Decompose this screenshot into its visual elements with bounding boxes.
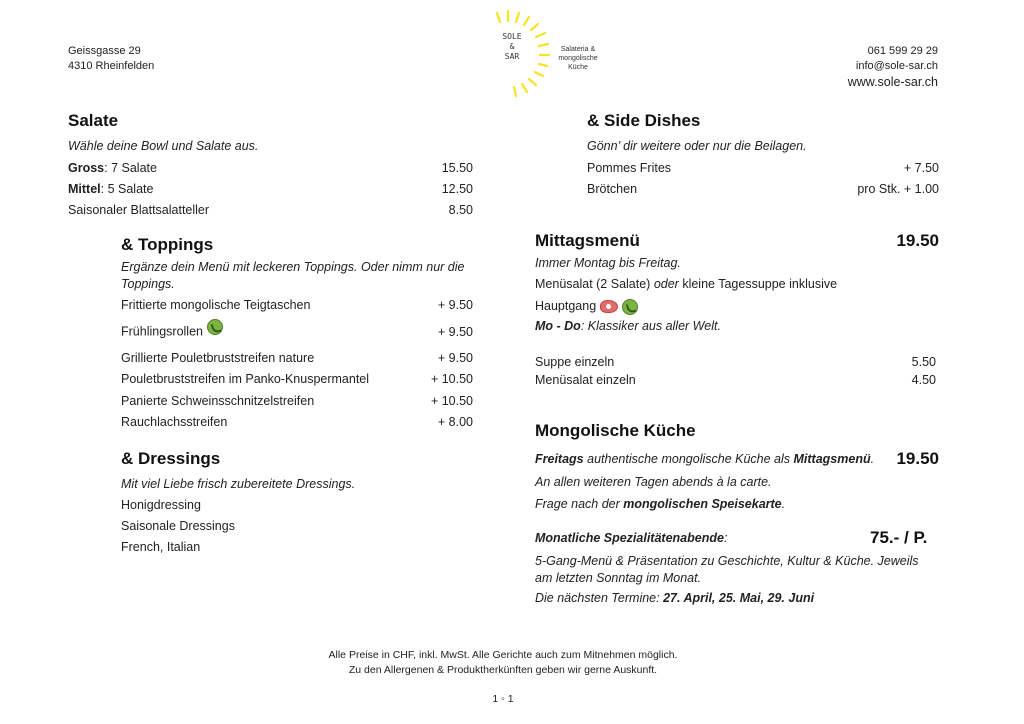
page-number: 1 ◦ 1 bbox=[492, 693, 514, 705]
item-price: + 9.50 bbox=[437, 350, 473, 365]
item-price: 15.50 bbox=[441, 160, 473, 175]
list-item bbox=[535, 353, 939, 371]
list-item bbox=[121, 317, 473, 347]
email: info@sole-sar.ch bbox=[855, 60, 938, 72]
mittag-mo-do: Mo - Do: Klassiker aus aller Welt. bbox=[535, 319, 721, 333]
section-dressings bbox=[121, 449, 473, 558]
tagline bbox=[552, 45, 604, 72]
item-name: Grillierte Pouletbruststreifen nature bbox=[121, 350, 315, 365]
item-price: 4.50 bbox=[911, 373, 936, 387]
item-name: Rauchlachsstreifen bbox=[121, 415, 228, 429]
dressings-title: & Dressings bbox=[121, 449, 221, 468]
mongol-special-price: 75.- / P. bbox=[870, 528, 928, 547]
mongol-line3: Frage nach der mongolischen Speisekarte. bbox=[535, 497, 786, 511]
item-name: Menüsalat einzeln bbox=[535, 373, 636, 387]
item-name: : 7 Salate bbox=[104, 160, 157, 175]
list-item bbox=[121, 368, 473, 390]
logo-text-amp: & bbox=[509, 42, 515, 51]
item-price: + 10.50 bbox=[430, 393, 473, 408]
item-name: Frühlingsrollen bbox=[121, 324, 203, 339]
mongol-special: Monatliche Spezialitätenabende: 75.- / P. bbox=[535, 528, 928, 547]
list-item: Saisonale Dressings bbox=[121, 519, 235, 533]
section-salate bbox=[68, 111, 473, 220]
item-price: + 9.50 bbox=[437, 325, 473, 339]
section-toppings bbox=[121, 235, 473, 433]
list-item: French, Italian bbox=[121, 540, 201, 554]
item-name: Suppe einzeln bbox=[535, 355, 615, 369]
vegetarian-icon bbox=[207, 319, 223, 335]
list-item bbox=[68, 178, 473, 199]
tagline-line1: Salateria & bbox=[560, 46, 596, 53]
section-side-dishes bbox=[587, 111, 939, 199]
logo-text-sole: SOLE bbox=[502, 32, 522, 41]
website: www.sole-sar.ch bbox=[847, 75, 938, 89]
list-item bbox=[68, 199, 473, 220]
item-price: 5.50 bbox=[911, 355, 936, 369]
item-name: Panierte Schweinsschnitzelstreifen bbox=[121, 393, 315, 408]
item-price: + 7.50 bbox=[903, 160, 939, 175]
mongol-fri-price: 19.50 bbox=[896, 449, 939, 468]
list-item bbox=[121, 411, 473, 433]
list-item bbox=[121, 347, 473, 368]
toppings-title: & Toppings bbox=[121, 235, 214, 254]
list-item bbox=[587, 178, 939, 199]
address-city: 4310 Rheinfelden bbox=[68, 60, 155, 72]
logo bbox=[462, 8, 554, 100]
dressings-subtitle: Mit viel Liebe frisch zubereitete Dressings. bbox=[121, 477, 356, 491]
phone: 061 599 29 29 bbox=[867, 45, 938, 57]
item-price: 8.50 bbox=[448, 202, 473, 217]
mittag-description: Menüsalat (2 Salate) oder kleine Tagessuppe inklusive bbox=[535, 277, 838, 291]
salate-subtitle: Wähle deine Bowl und Salate aus. bbox=[68, 139, 259, 153]
mongol-special-desc: 5-Gang-Menü & Präsentation zu Geschichte, Kultur & Küche. Jeweils am letzten Sonntag im Monat. bbox=[535, 554, 919, 585]
item-price: + 9.50 bbox=[437, 298, 473, 312]
item-name-bold: Gross bbox=[68, 160, 105, 175]
item-name: Frittierte mongolische Teigtaschen bbox=[121, 298, 311, 312]
list-item bbox=[587, 157, 939, 178]
item-name-bold: Mittel bbox=[68, 181, 101, 196]
vegetarian-icon bbox=[622, 299, 638, 315]
footer-line2: Zu den Allergenen & Produktherkünften geben wir gerne Auskunft. bbox=[348, 664, 658, 676]
item-name: : 5 Salate bbox=[100, 181, 154, 196]
tagline-line2: mongolische bbox=[558, 55, 598, 62]
list-item bbox=[535, 371, 939, 389]
mongol-fridays: Freitags authentische mongolische Küche als Mittagsmenü. 19.50 bbox=[535, 449, 939, 468]
list-item bbox=[68, 157, 473, 178]
mongol-title: Mongolische Küche bbox=[535, 421, 696, 440]
tagline-line3: Küche bbox=[568, 64, 588, 71]
mittag-price: 19.50 bbox=[896, 231, 939, 250]
mittag-title: Mittagsmenü bbox=[535, 231, 640, 250]
mittag-description-line2: Hauptgang bbox=[535, 295, 939, 317]
mittag-subtitle: Immer Montag bis Freitag. bbox=[535, 256, 681, 270]
item-name: Pouletbruststreifen im Panko-Knuspermantel bbox=[121, 372, 370, 386]
item-name: Saisonaler Blattsalatteller bbox=[68, 202, 210, 217]
item-price: pro Stk. + 1.00 bbox=[857, 181, 939, 196]
address-street: Geissgasse 29 bbox=[68, 45, 141, 57]
contact bbox=[848, 44, 938, 91]
footer bbox=[0, 648, 1006, 678]
list-item: Honigdressing bbox=[121, 498, 201, 512]
section-mongolische-kueche bbox=[535, 421, 939, 609]
item-name: Pommes Frites bbox=[587, 160, 672, 175]
item-price: + 10.50 bbox=[430, 372, 473, 386]
footer-line1: Alle Preise in CHF, inkl. MwSt. Alle Gerichte auch zum Mitnehmen möglich. bbox=[328, 649, 678, 661]
toppings-subtitle: Ergänze dein Menü mit leckeren Toppings. Oder nimm nur die Toppings. bbox=[121, 260, 465, 291]
list-item bbox=[121, 390, 473, 411]
section-mittagsmenu bbox=[535, 229, 939, 389]
item-price: 12.50 bbox=[441, 181, 473, 196]
list-item bbox=[121, 293, 473, 317]
address bbox=[68, 44, 154, 74]
mongol-dates: Die nächsten Termine: 27. April, 25. Mai, 29. Juni bbox=[535, 591, 815, 605]
meat-icon bbox=[600, 300, 618, 313]
side-subtitle: Gönn’ dir weitere oder nur die Beilagen. bbox=[587, 139, 807, 153]
salate-title: Salate bbox=[68, 111, 119, 130]
logo-text-sar: SAR bbox=[504, 52, 520, 61]
item-price: + 8.00 bbox=[437, 415, 473, 429]
mongol-line2: An allen weiteren Tagen abends à la carte. bbox=[535, 475, 772, 489]
item-name: Brötchen bbox=[587, 181, 638, 196]
side-title: & Side Dishes bbox=[587, 111, 701, 130]
